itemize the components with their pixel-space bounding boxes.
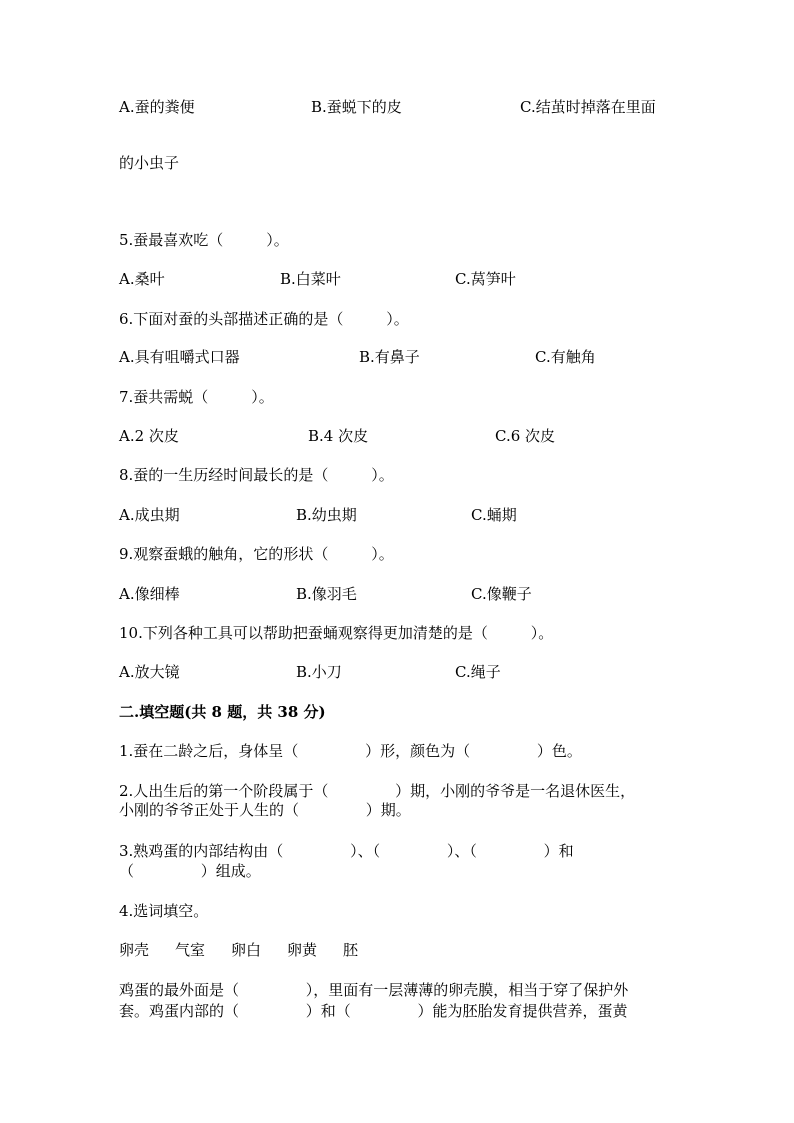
- fill-in-4: 4.选词填空。: [119, 902, 209, 920]
- q10-option-c: C.绳子: [455, 663, 501, 681]
- question-8: 8.蚕的一生历经时间最长的是（ ）。: [119, 466, 394, 484]
- q4-option-a: A.蚕的粪便: [119, 98, 195, 116]
- fill-in-2-line-2: 小刚的爷爷正处于人生的（ ）期。: [119, 801, 411, 819]
- word-choice: 卵黄: [287, 941, 318, 959]
- word-choice: 气室: [175, 941, 206, 959]
- question-6: 6.下面对蚕的头部描述正确的是（ ）。: [119, 310, 409, 328]
- question-9: 9.观察蚕蛾的触角，它的形状（ ）。: [119, 545, 394, 563]
- q9-option-a: A.像细棒: [119, 585, 180, 603]
- fill-in-3-line-1: 3.熟鸡蛋的内部结构由（ ）、（ ）、（ ）和: [119, 842, 574, 860]
- q7-option-a: A.2 次皮: [119, 427, 179, 445]
- fill-in-2-line-1: 2.人出生后的第一个阶段属于（ ）期，小刚的爷爷是一名退休医生，: [119, 782, 636, 800]
- q7-option-b: B.4 次皮: [308, 427, 369, 445]
- q8-option-a: A.成虫期: [119, 506, 180, 524]
- question-7: 7.蚕共需蜕（ ）。: [119, 388, 274, 406]
- question-5: 5.蚕最喜欢吃（ ）。: [119, 231, 289, 249]
- q10-option-b: B.小刀: [296, 663, 342, 681]
- q5-option-b: B.白菜叶: [280, 270, 341, 288]
- q6-option-b: B.有鼻子: [359, 348, 420, 366]
- q4-option-c-continuation: 的小虫子: [119, 154, 180, 172]
- fill-in-3-line-2: （ ）组成。: [119, 862, 261, 880]
- q9-option-b: B.像羽毛: [296, 585, 357, 603]
- word-choice: 胚: [343, 941, 359, 959]
- q6-option-a: A.具有咀嚼式口器: [119, 348, 240, 366]
- q4-option-b: B.蚕蜕下的皮: [311, 98, 402, 116]
- q10-option-a: A.放大镜: [119, 663, 180, 681]
- word-choice: 卵壳: [119, 941, 150, 959]
- q8-option-b: B.幼虫期: [296, 506, 357, 524]
- q5-option-c: C.莴笋叶: [455, 270, 516, 288]
- word-choice: 卵白: [231, 941, 262, 959]
- question-10: 10.下列各种工具可以帮助把蚕蛹观察得更加清楚的是（ ）。: [119, 624, 554, 642]
- q8-option-c: C.蛹期: [471, 506, 517, 524]
- fill-in-4-text-line-1: 鸡蛋的最外面是（ ），里面有一层薄薄的卵壳膜，相当于穿了保护外: [119, 981, 629, 999]
- q6-option-c: C.有触角: [535, 348, 596, 366]
- q4-option-c: C.结茧时掉落在里面: [520, 98, 656, 116]
- q9-option-c: C.像鞭子: [471, 585, 532, 603]
- section-heading-fill-in: 二.填空题(共 8 题，共 38 分): [119, 703, 326, 721]
- fill-in-1: 1.蚕在二龄之后，身体呈（ ）形，颜色为（ ）色。: [119, 742, 582, 760]
- q5-option-a: A.桑叶: [119, 270, 165, 288]
- fill-in-4-text-line-2: 套。鸡蛋内部的（ ）和（ ）能为胚胎发育提供营养，蛋黄: [119, 1002, 628, 1020]
- q7-option-c: C.6 次皮: [495, 427, 556, 445]
